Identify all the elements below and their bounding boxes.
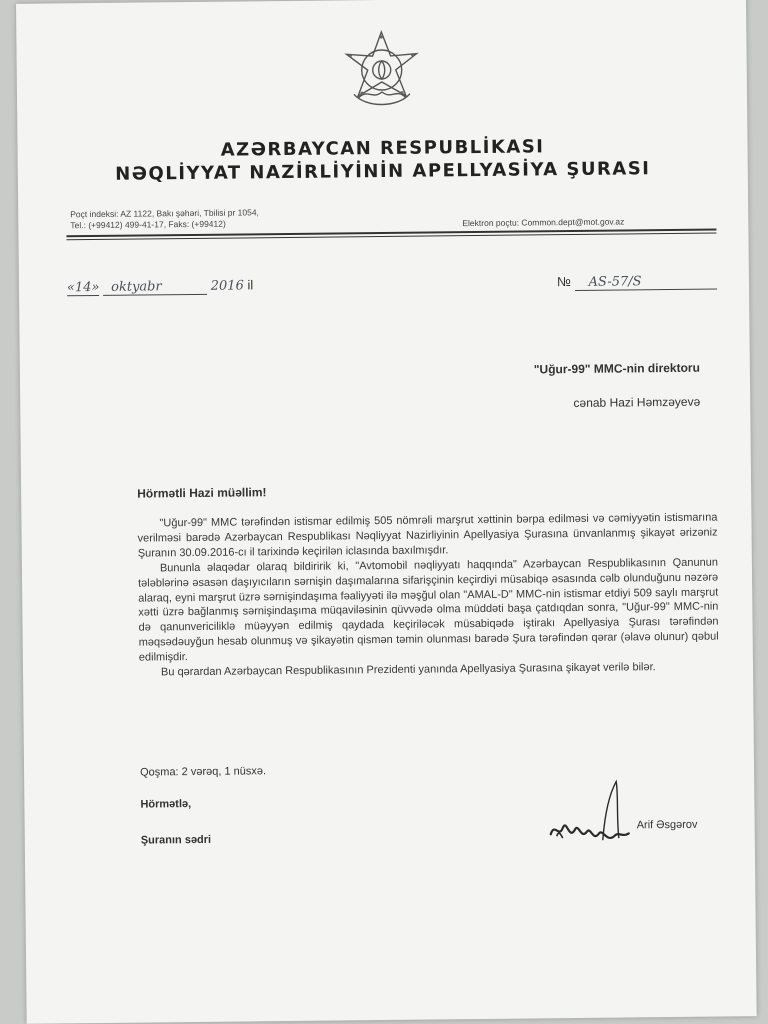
address-line: Poçt indeksi: AZ 1122, Bakı şəhəri, Tbilisi pr 1054,: [70, 207, 259, 220]
letterhead-address: [70, 207, 259, 231]
letterhead-title-line1: AZƏRBAYCAN RESPUBLİKASI: [220, 136, 545, 161]
date-year: 2016: [210, 278, 244, 294]
signer-position: Şuranın sədri: [140, 833, 212, 847]
date-year-suffix: il: [247, 277, 254, 293]
reference-label: №: [556, 274, 571, 290]
reference-number: [557, 273, 717, 292]
body-paragraph: "Uğur-99" MMC tərəfindən istismar edilmiş 505 nömrəli marşrut xəttinin bərpa edilməsi və cəmiyyətin istismarına verilməsi barədə Azərbaycan Respublikası Nəqliyyat Nazirliyinin Apellyasiya Şurasına ünvanlanmış şikayət ərizəniz Şuranın 30.09.2016-cı il tarixində keçirilən iclasında baxılmışdır.: [137, 511, 718, 560]
letterhead-title-line2: NƏQLİYYAT NAZİRLİYİNİN APELLYASİYA ŞURASI: [115, 158, 651, 185]
closing: Hörmətlə,: [140, 798, 192, 811]
letter-body: [137, 511, 719, 681]
recipient-name: cənab Hazi Həmzəyevə: [573, 394, 701, 411]
letter-date: [67, 277, 253, 296]
phone-fax-line: Tel.: (+99412) 499-41-17, Faks: (+99412): [70, 218, 226, 231]
date-day: «14»: [66, 279, 100, 296]
reference-value: AS-57/S: [574, 274, 716, 291]
body-paragraph: Bu qərardan Azərbaycan Respublikasının Prezidenti yanında Apellyasiya Şurasına şikayət verilə bilər.: [160, 661, 656, 679]
signer-name: Arif Əsgərov: [636, 818, 698, 832]
greeting: Hörmətli Hazi müəllim!: [137, 485, 267, 501]
signature-icon: [544, 777, 651, 858]
recipient-title: "Uğur-99" MMC-nin direktoru: [533, 360, 700, 377]
date-month: oktyabr: [103, 279, 207, 296]
body-paragraph: Bununla əlaqədar olaraq bildiririk ki, "Avtomobil nəqliyyatı haqqında" Azərbaycan Respublikasının Qanunun tələblərinə əsasən daşıyıcıların sərnişin daşımalarına sifarişçinin keçirdiyi müsabiqə əsasında cəlb olunduğunu nəzərə alaraq, eyni marşrut üzrə sərnişindaşıma fəaliyyəti ilə məşğul olan "AMAL-D" MMC-nin istismar etdiyi 509 saylı marşrut xətti üzrə bağlanmış sərnişindaşıma müqaviləsinin qüvvədə olma müddəti başa çatdıqdan sonra, "Uğur-99" MMC-nin də qanunvericiliklə müəyyən edilmiş qaydada keçiriləcək müsabiqədə iştirakı Apellyasiya Şurası tərəfindən məqsədəuyğun hesab olunmuş və şikayətin qismən təmin olunması barədə Şura tərəfindən qərar (əlavə olunur) qəbul edilmişdir.: [138, 556, 719, 664]
attachment-note: Qoşma: 2 vərəq, 1 nüsxə.: [140, 765, 267, 779]
letter-page: [16, 0, 757, 1024]
letterhead-email: Elektron poçtu: Common.dept@mot.gov.az: [462, 216, 625, 229]
state-emblem-icon: [339, 28, 424, 113]
